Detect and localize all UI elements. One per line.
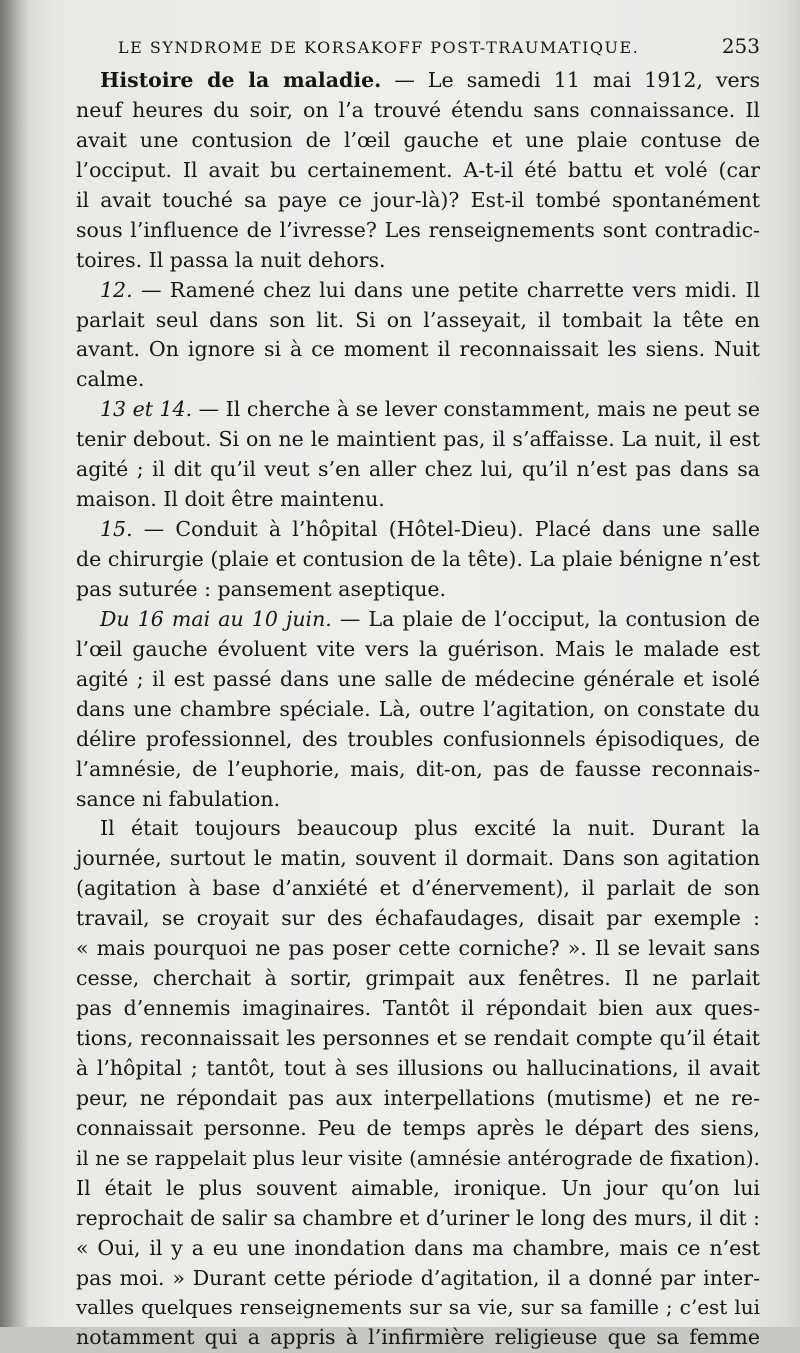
text-line <box>76 1264 760 1294</box>
text-line <box>76 1234 760 1264</box>
line-text: valles quelques renseignements sur sa vie, sur sa famille ; c’est lui <box>76 1295 760 1320</box>
line-text: journée, surtout le matin, souvent il dormait. Dans son agitation <box>76 846 760 871</box>
line-text: — Conduit à l’hôpital (Hôtel-Dieu). Placé dans une salle <box>132 517 760 542</box>
text-line <box>76 725 760 755</box>
line-text: de chirurgie (plaie et contusion de la tête). La plaie bénigne n’est <box>76 547 760 571</box>
text-line <box>76 1024 760 1054</box>
date-marker: 12. <box>100 277 133 302</box>
text-line <box>76 755 760 785</box>
line-text: agité ; il est passé dans une salle de médecine générale et isolé <box>76 666 760 691</box>
text-line <box>76 1323 760 1353</box>
text-line <box>76 276 760 306</box>
text-line <box>76 395 760 425</box>
line-text: reprochait de salir sa chambre et d’uriner le long des murs, il dit : <box>76 1205 760 1230</box>
line-text: sance ni fabulation. <box>76 786 281 811</box>
line-text: Il était toujours beaucoup plus excité la nuit. Durant la <box>100 816 760 841</box>
text-line <box>76 335 760 365</box>
text-line <box>76 1054 760 1084</box>
line-text: pas d’ennemis imaginaires. Tantôt il répondait bien aux ques- <box>76 996 760 1021</box>
line-text: peur, ne répondait pas aux interpellations (mutisme) et ne re- <box>76 1085 760 1110</box>
text-line <box>76 1144 760 1174</box>
line-text: — Il cherche à se lever constamment, mais ne peut se <box>192 397 761 422</box>
line-text: « mais pourquoi ne pas poser cette corniche? ». Il se levait sans <box>76 936 760 961</box>
line-text: pas suturée : pansement aseptique. <box>76 576 447 601</box>
line-text: l’occiput. Il avait bu certainement. A-t-il été battu et volé (car <box>76 157 760 182</box>
text-line <box>76 425 760 455</box>
text-line <box>76 455 760 485</box>
text-line <box>76 1204 760 1234</box>
text-line <box>76 785 760 815</box>
line-text: avant. On ignore si à ce moment il reconnaissait les siens. Nuit <box>76 337 760 362</box>
line-text: calme. <box>76 367 145 392</box>
line-text: à l’hôpital ; tantôt, tout à ses illusions ou hallucinations, il avait <box>76 1055 760 1080</box>
text-line <box>76 964 760 994</box>
text-line <box>76 605 760 635</box>
line-text: il ne se rappelait plus leur visite (amnésie antérograde de fixation). <box>76 1145 760 1170</box>
text-line <box>76 635 760 665</box>
line-text: agité ; il dit qu’il veut s’en aller chez lui, qu’il n’est pas dans sa <box>76 457 760 482</box>
text-line <box>76 1084 760 1114</box>
line-text: — La plaie de l’occiput, la contusion de <box>331 606 760 631</box>
line-text: maison. Il doit être maintenu. <box>76 487 385 512</box>
line-text: sous l’influence de l’ivresse? Les renseignements sont contradic- <box>76 217 760 242</box>
line-text: (agitation à base d’anxiété et d’énervement), il parlait de son <box>76 876 760 901</box>
text-line <box>76 814 760 844</box>
line-text: l’amnésie, de l’euphorie, mais, dit-on, pas de fausse reconnais- <box>76 756 760 781</box>
page-gutter-shadow <box>0 0 30 1327</box>
text-line <box>76 485 760 515</box>
line-text: tenir debout. Si on ne le maintient pas, il s’affaisse. La nuit, il est <box>76 427 760 452</box>
line-text: parlait seul dans son lit. Si on l’asseyait, il tombait la tête en <box>76 307 760 332</box>
line-text: dans une chambre spéciale. Là, outre l’agitation, on constate du <box>76 696 760 721</box>
page-number: 253 <box>721 34 760 58</box>
line-text: travail, se croyait sur des échafaudages, disait par exemple : <box>76 906 760 931</box>
line-text: pas moi. » Durant cette période d’agitation, il a donné par inter- <box>76 1265 760 1290</box>
line-text: l’œil gauche évoluent vite vers la guérison. Mais le malade est <box>76 636 760 661</box>
date-marker: 13 et 14. <box>100 397 193 422</box>
line-text: il avait touché sa paye ce jour-là)? Est-il tombé spontanément <box>76 187 760 212</box>
line-text: « Oui, il y a eu une inondation dans ma chambre, mais ce n’est <box>76 1235 760 1260</box>
text-line <box>76 515 760 545</box>
text-line <box>76 365 760 395</box>
text-line <box>76 186 760 216</box>
date-marker: Du 16 mai au 10 juin. <box>100 606 332 631</box>
line-text: cesse, cherchait à sortir, grimpait aux fenêtres. Il ne parlait <box>76 966 760 991</box>
text-line <box>76 874 760 904</box>
text-line <box>76 66 760 96</box>
text-line <box>76 1293 760 1323</box>
text-line <box>76 934 760 964</box>
line-text: toires. Il passa la nuit dehors. <box>76 247 386 272</box>
text-line <box>76 904 760 934</box>
text-line <box>76 156 760 186</box>
line-text: avait une contusion de l’œil gauche et une plaie contuse de <box>76 127 760 152</box>
text-line <box>76 665 760 695</box>
text-line <box>76 306 760 336</box>
text-line <box>76 126 760 156</box>
line-text: délire professionnel, des troubles confusionnels épisodiques, de <box>76 726 760 751</box>
text-line <box>76 844 760 874</box>
text-line <box>76 96 760 126</box>
text-line <box>76 575 760 605</box>
line-text: Il était le plus souvent aimable, ironique. Un jour qu’on lui <box>76 1175 760 1200</box>
page-header <box>118 34 760 66</box>
line-text: connaissait personne. Peu de temps après le départ des siens, <box>76 1115 760 1140</box>
date-marker: 15. <box>100 517 133 542</box>
line-text: tions, reconnaissait les personnes et se rendait compte qu’il était <box>76 1026 760 1050</box>
text-line <box>76 545 760 575</box>
line-text: neuf heures du soir, on l’a trouvé étendu sans connaissance. Il <box>76 97 760 122</box>
line-text: — Le samedi 11 mai 1912, vers <box>381 68 760 92</box>
body-text <box>76 66 760 1353</box>
text-line <box>76 1174 760 1204</box>
text-line <box>76 695 760 725</box>
text-line <box>76 1114 760 1144</box>
text-line <box>76 994 760 1024</box>
text-line <box>76 216 760 246</box>
running-title: LE SYNDROME DE KORSAKOFF POST-TRAUMATIQUE. <box>118 38 640 57</box>
text-line <box>76 246 760 276</box>
line-text: notamment qui a appris à l’infirmière religieuse que sa femme <box>76 1325 760 1350</box>
section-heading: Histoire de la maladie. <box>100 68 382 92</box>
line-text: — Ramené chez lui dans une petite charrette vers midi. Il <box>132 277 760 302</box>
